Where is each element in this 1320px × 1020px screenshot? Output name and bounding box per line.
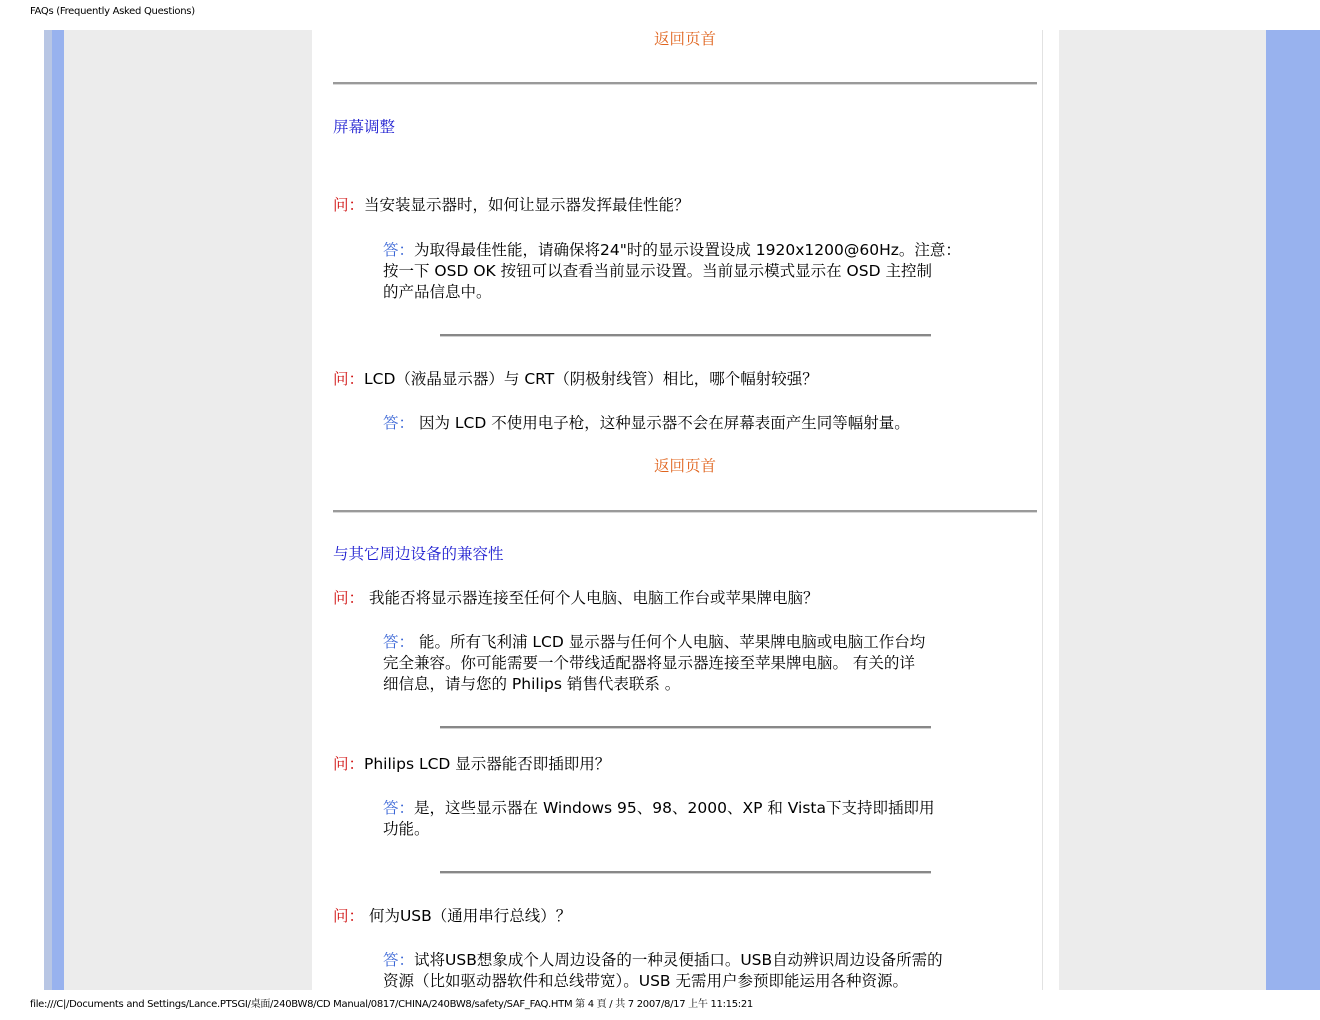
section-title-screen-adjustment: 屏幕调整 [333, 118, 396, 136]
question-4 [333, 754, 610, 775]
answer-label: 答： [383, 951, 415, 969]
right-stripe [1266, 30, 1320, 990]
content-gap [1043, 30, 1059, 990]
answer-text-line: 的产品信息中。 [383, 283, 492, 301]
answer-label: 答： [383, 799, 415, 817]
left-panel [64, 30, 312, 990]
question-text: Philips LCD 显示器能否即插即用？ [364, 755, 611, 773]
left-border [44, 30, 52, 990]
answer-text-line: 能。所有飞利浦 LCD 显示器与任何个人电脑、苹果牌电脑或电脑工作台均 [414, 633, 926, 651]
answer-text-line: 试将USB想象成个人周边设备的一种灵便插口。USB自动辨识周边设备所需的 [414, 951, 943, 969]
answer-text-line: 是，这些显示器在 Windows 95、98、2000、XP 和 Vista下支持即插即用 [414, 799, 935, 817]
answer-label: 答： [383, 414, 415, 432]
answer-label: 答： [383, 241, 415, 259]
qa-divider [440, 871, 931, 874]
answer-label: 答： [383, 633, 415, 651]
back-to-top-link[interactable]: 返回页首 [654, 30, 717, 48]
section-divider [333, 82, 1037, 85]
answer-text-line: 完全兼容。你可能需要一个带线适配器将显示器连接至苹果牌电脑。 有关的详 [383, 654, 915, 672]
answer-text-line: 为取得最佳性能，请确保将24"时的显示设置设成 1920x1200@60Hz。注意： [414, 241, 961, 259]
answer-text-line: 细信息，请与您的 Philips 销售代表联系 。 [383, 675, 681, 693]
section-divider [333, 510, 1037, 513]
question-label: 问： [333, 370, 365, 388]
page-header: FAQs (Frequently Asked Questions) [30, 6, 195, 17]
page-footer: file:///C|/Documents and Settings/Lance.PTSGI/桌面/240BW8/CD Manual/0817/CHINA/240BW8/safety/SAF_FAQ.HTM 第 4 頁 / 共 7 2007/8/17 上午 11:15:21 [30, 999, 753, 1010]
qa-divider [440, 334, 931, 337]
question-1 [333, 195, 690, 216]
question-label: 问： [333, 907, 365, 925]
question-label: 问： [333, 589, 365, 607]
question-2 [333, 369, 818, 390]
question-text: LCD（液晶显示器）与 CRT（阴极射线管）相比，哪个幅射较强？ [364, 370, 818, 388]
answer-text-line: 功能。 [383, 820, 430, 838]
question-text: 何为USB（通用串行总线）？ [364, 907, 572, 925]
right-panel [1059, 30, 1266, 990]
question-3 [333, 588, 818, 609]
answer-text-line: 按一下 OSD OK 按钮可以查看当前显示设置。当前显示模式显示在 OSD 主控制 [383, 262, 932, 280]
question-label: 问： [333, 196, 365, 214]
left-stripe [52, 30, 64, 990]
question-text: 我能否将显示器连接至任何个人电脑、电脑工作台或苹果牌电脑？ [364, 589, 819, 607]
answer-2 [383, 413, 910, 434]
question-label: 问： [333, 755, 365, 773]
answer-text: 因为 LCD 不使用电子枪，这种显示器不会在屏幕表面产生同等幅射量。 [414, 414, 910, 432]
back-to-top-link[interactable]: 返回页首 [654, 457, 717, 475]
question-5 [333, 906, 571, 927]
answer-3 [383, 632, 925, 695]
answer-5 [383, 950, 943, 992]
question-text: 当安装显示器时，如何让显示器发挥最佳性能？ [364, 196, 690, 214]
section-title-compatibility: 与其它周边设备的兼容性 [333, 545, 504, 563]
answer-text-line: 资源（比如驱动器软件和总线带宽）。USB 无需用户参预即能运用各种资源。 [383, 972, 908, 990]
answer-4 [383, 798, 935, 840]
answer-1 [383, 240, 961, 303]
qa-divider [440, 726, 931, 729]
